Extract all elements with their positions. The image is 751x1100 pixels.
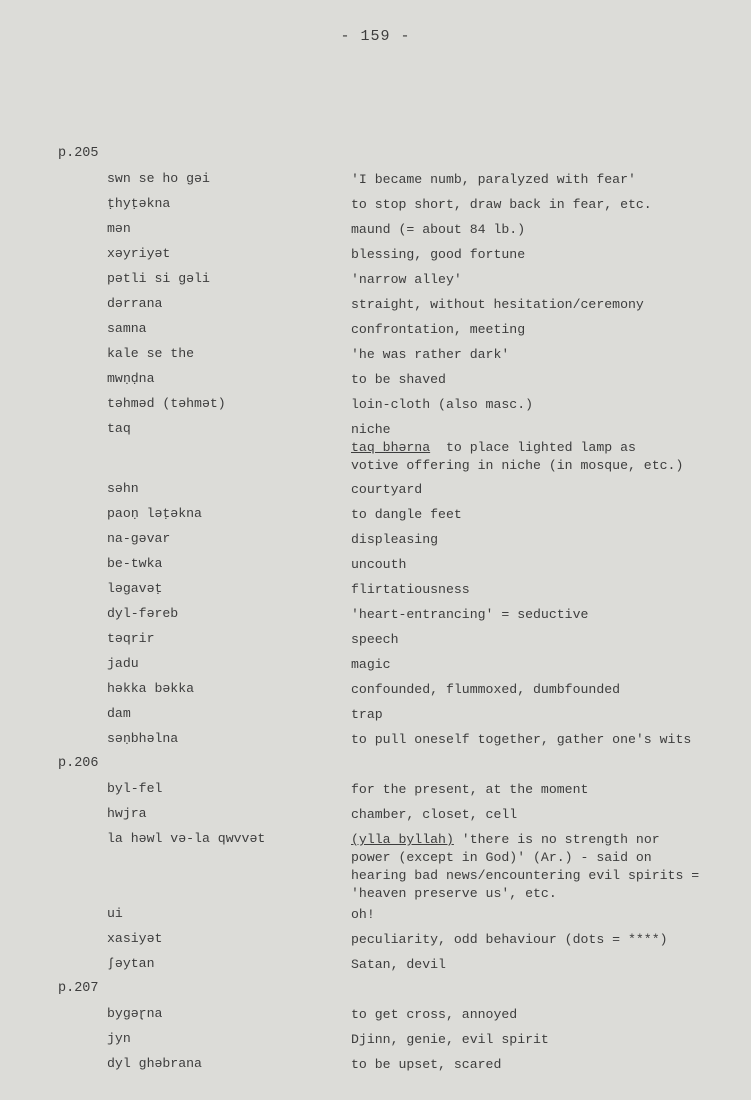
entry-gloss: trap xyxy=(351,707,383,722)
entry-gloss: courtyard xyxy=(351,482,423,497)
entry-gloss-line-2: power (except in God)' (Ar.) - said on xyxy=(351,850,652,865)
entry-term: pətli si gəli xyxy=(107,271,210,286)
entry-sub-term: taq bhərna xyxy=(351,440,431,455)
entry-term: səhn xyxy=(107,481,139,496)
entry-gloss: Djinn, genie, evil spirit xyxy=(351,1032,549,1047)
entry-gloss: maund (= about 84 lb.) xyxy=(351,222,526,237)
entry-gloss: blessing, good fortune xyxy=(351,247,526,262)
entry-gloss: peculiarity, odd behaviour (dots = ****) xyxy=(351,932,668,947)
entry-term: dyl ghəbrana xyxy=(107,1056,202,1071)
page-ref: p.206 xyxy=(58,756,99,771)
entry-gloss: flirtatiousness xyxy=(351,582,470,597)
entry-term: kale se the xyxy=(107,346,195,361)
entry-term: səṇbhəlna xyxy=(107,731,179,746)
entry-term: dam xyxy=(107,706,131,721)
entry-term: jyn xyxy=(107,1031,131,1046)
entry-term: ləgavəṭ xyxy=(107,581,163,596)
entry-gloss: confounded, flummoxed, dumbfounded xyxy=(351,682,621,697)
entry-gloss-rest: 'there is no strength nor xyxy=(453,832,660,847)
entry-gloss-line-3: hearing bad news/encountering evil spirits = xyxy=(351,868,700,883)
entry-term: təhməd (təhmət) xyxy=(107,396,226,411)
entry-gloss: 'he was rather dark' xyxy=(351,347,510,362)
entry-term: samna xyxy=(107,321,147,336)
entry-gloss: for the present, at the moment xyxy=(351,782,589,797)
entry-gloss: to dangle feet xyxy=(351,507,462,522)
entry-gloss-sub-1 xyxy=(351,439,683,457)
entry-term: mwṇḍna xyxy=(107,371,155,386)
entry-term: be-twka xyxy=(107,556,163,571)
entry-term: ṭhyṭəkna xyxy=(107,196,171,211)
entry-term: hwjra xyxy=(107,806,147,821)
entry-term: həkka bəkka xyxy=(107,681,195,696)
entry-gloss xyxy=(351,421,683,475)
entry-term: paoṇ ləṭəkna xyxy=(107,506,202,521)
entry-gloss: to stop short, draw back in fear, etc. xyxy=(351,197,652,212)
entry-term: bygəɽna xyxy=(107,1006,163,1021)
entry-gloss: straight, without hesitation/ceremony xyxy=(351,297,644,312)
entry-sub-gloss: to place lighted lamp as xyxy=(445,440,636,455)
entry-gloss-main: niche xyxy=(351,422,391,437)
entry-gloss-line-4: 'heaven preserve us', etc. xyxy=(351,886,557,901)
entry-term: xəyriyət xyxy=(107,246,171,261)
entry-gloss: loin-cloth (also masc.) xyxy=(351,397,534,412)
entry-term: xasiyət xyxy=(107,931,163,946)
entry-gloss xyxy=(351,831,699,903)
entry-term: byl-fel xyxy=(107,781,163,796)
entry-term: na-gəvar xyxy=(107,531,171,546)
entry-gloss: Satan, devil xyxy=(351,957,446,972)
entry-term: ui xyxy=(107,906,123,921)
entry-term: jadu xyxy=(107,656,139,671)
entry-gloss: 'narrow alley' xyxy=(351,272,462,287)
entry-gloss: chamber, closet, cell xyxy=(351,807,518,822)
entry-gloss: to get cross, annoyed xyxy=(351,1007,518,1022)
page-number: - 159 - xyxy=(340,28,411,45)
entry-gloss-underlined: (ylla byllah) xyxy=(351,832,454,847)
entry-gloss: magic xyxy=(351,657,391,672)
entry-term: təqrir xyxy=(107,631,155,646)
entry-term: ʃəytan xyxy=(107,956,155,971)
entry-gloss-line-1 xyxy=(351,831,699,849)
entry-gloss: displeasing xyxy=(351,532,439,547)
entry-term: mən xyxy=(107,221,131,236)
entry-gloss: to be upset, scared xyxy=(351,1057,502,1072)
entry-term: taq xyxy=(107,421,131,436)
entry-gloss: oh! xyxy=(351,907,375,922)
entry-gloss: to be shaved xyxy=(351,372,446,387)
page-ref: p.207 xyxy=(58,981,99,996)
entry-gloss: 'I became numb, paralyzed with fear' xyxy=(351,172,636,187)
entry-term: dyl-fəreb xyxy=(107,606,179,621)
entry-gloss: uncouth xyxy=(351,557,407,572)
entry-term: la həwl və-la qwvvət xyxy=(107,831,266,846)
entry-term: swn se ho gəi xyxy=(107,171,210,186)
entry-gloss: to pull oneself together, gather one's wits xyxy=(351,732,692,747)
entry-gloss-sub-2: votive offering in niche (in mosque, etc.) xyxy=(351,458,684,473)
entry-gloss: confrontation, meeting xyxy=(351,322,526,337)
page-ref: p.205 xyxy=(58,146,99,161)
entry-gloss: speech xyxy=(351,632,399,647)
entry-term: dərrana xyxy=(107,296,163,311)
entry-gloss: 'heart-entrancing' = seductive xyxy=(351,607,589,622)
